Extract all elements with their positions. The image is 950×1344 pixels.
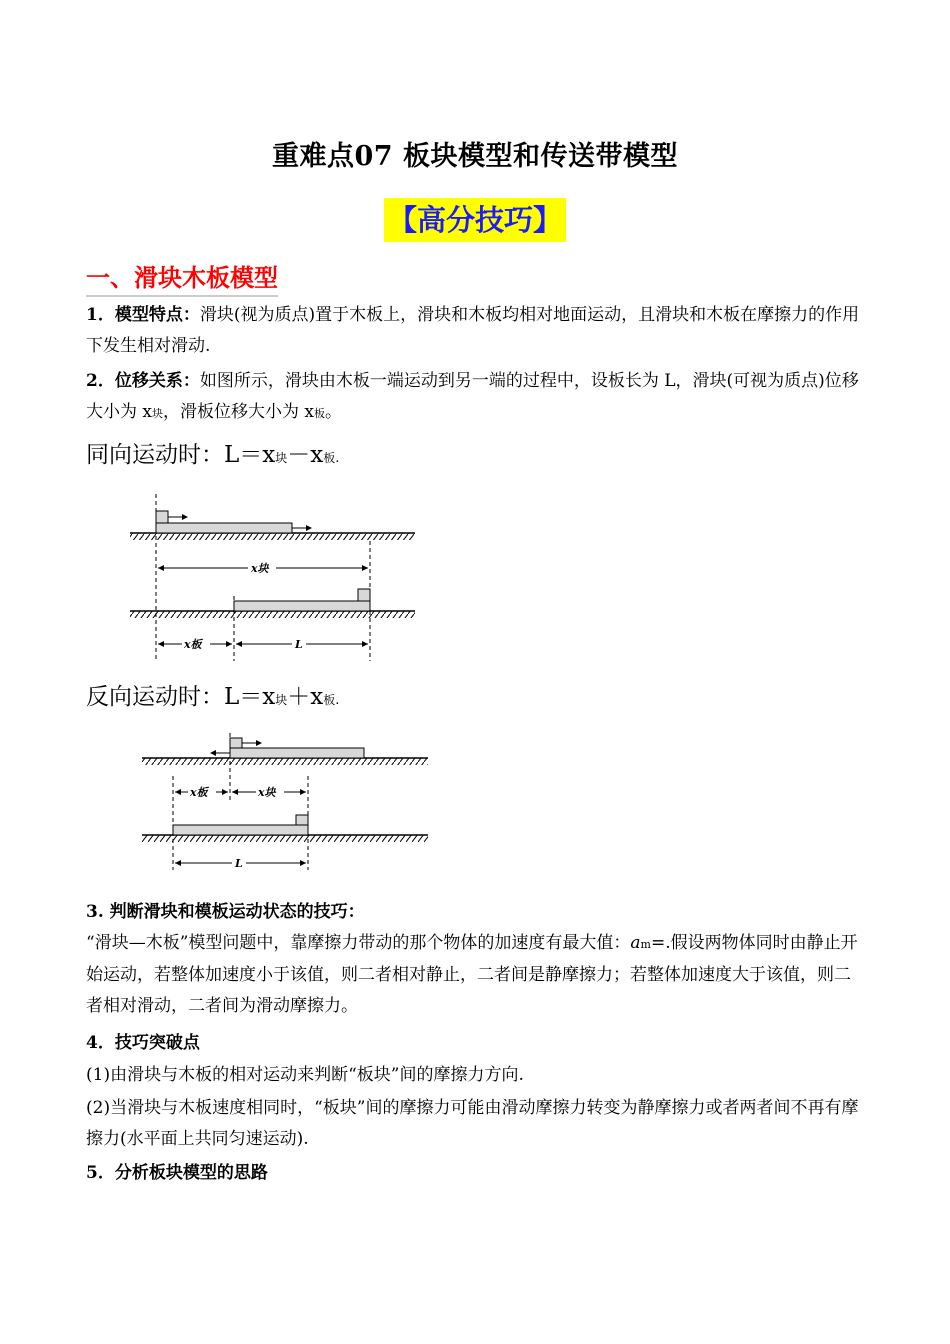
- paragraph-2: [86, 366, 866, 429]
- p3-text-a: “滑块—木板”模型问题中，靠摩擦力带动的那个物体的加速度有最大值：: [86, 933, 631, 953]
- label-L: L: [295, 638, 303, 651]
- dim-arrow: [362, 641, 368, 647]
- opp-pre: 反向运动时：L＝x: [86, 684, 276, 710]
- section-heading: 一、滑块木板模型: [86, 258, 278, 297]
- p1-label: 模型特点：: [114, 305, 200, 325]
- same-end: .: [335, 451, 340, 466]
- p3-am-sub: m: [640, 938, 651, 951]
- label-x-block: x块: [251, 562, 269, 575]
- board-arrowhead: [306, 525, 312, 531]
- paragraph-1: [86, 300, 866, 362]
- page-title: 重难点07 板块模型和传送带模型: [272, 141, 678, 172]
- p2-text-3: 。: [325, 402, 342, 422]
- board-bottom: [234, 601, 370, 611]
- opp-end: .: [335, 693, 340, 708]
- paragraph-3: [86, 928, 866, 1022]
- figure-opposite-direction: [136, 730, 436, 875]
- p2-text-2: ，滑板位移大小为 x: [163, 402, 314, 422]
- same-mid: －x: [287, 442, 324, 468]
- same-sub-1: 块: [275, 451, 288, 465]
- dim-arrow: [158, 565, 164, 571]
- p2-sub-2: 板: [314, 407, 325, 420]
- dim-arrow: [222, 789, 228, 795]
- ground-hatch-bottom: [130, 611, 415, 618]
- paragraph-5-heading: [86, 1158, 866, 1189]
- p2-number: 2．: [86, 371, 115, 391]
- p3-text-b: =.假设两物体同时由静止开始运动，若整体加速度小于该值，则二者相对静止，二者间是静摩擦力；若整体加速度大于该值，则二者相对滑动，二者间为滑动摩擦力。: [86, 933, 858, 1016]
- same-sub-2: 板: [323, 451, 336, 465]
- dim-arrow: [158, 641, 164, 647]
- block-arrowhead: [182, 514, 188, 520]
- block-bottom: [296, 815, 308, 825]
- block-arrowhead: [256, 740, 262, 746]
- label-L: L: [235, 857, 243, 870]
- badge-row: [0, 198, 950, 242]
- label-x-board: x板: [190, 786, 208, 799]
- same-direction-formula: [86, 436, 339, 469]
- dim-arrow: [175, 789, 181, 795]
- board-bottom: [173, 825, 308, 835]
- label-x-block: x块: [258, 786, 276, 799]
- highlight-badge: 【高分技巧】: [384, 198, 566, 242]
- opp-sub-2: 板: [323, 693, 336, 707]
- dim-arrow: [226, 641, 232, 647]
- paragraph-4-item-2: (2)当滑块与木板速度相同时，“板块”间的摩擦力可能由滑动摩擦力转变为静摩擦力或者两者间不再有摩擦力(水平面上共同匀速运动).: [86, 1098, 859, 1149]
- ground-hatch-bottom: [142, 835, 428, 842]
- same-pre: 同向运动时：L＝x: [86, 442, 276, 468]
- figure-same-direction: [120, 486, 420, 666]
- dim-arrow: [362, 565, 368, 571]
- block-bottom: [358, 589, 370, 601]
- dim-arrow: [175, 860, 181, 866]
- p5-heading: 5．分析板块模型的思路: [86, 1163, 268, 1183]
- p1-text: 滑块(视为质点)置于木板上，滑块和木板均相对地面运动，且滑块和木板在摩擦力的作用下发生相对滑动.: [86, 305, 860, 356]
- p2-label: 位移关系：: [114, 371, 200, 391]
- block-top: [230, 738, 242, 748]
- board-top: [156, 523, 292, 533]
- block-top: [156, 511, 168, 523]
- ground-hatch-top: [142, 758, 428, 765]
- label-x-board: x板: [184, 638, 202, 651]
- ground-hatch-top: [130, 533, 415, 540]
- p3-heading: 3. 判断滑块和模板运动状态的技巧：: [86, 902, 365, 922]
- opposite-direction-formula: [86, 678, 339, 711]
- opp-sub-1: 块: [275, 693, 288, 707]
- paragraph-3-heading: [86, 897, 866, 928]
- board-arrowhead: [210, 750, 216, 756]
- paragraph-4-item-1: (1)由滑块与木板的相对运动来判断“板块”间的摩擦力方向.: [86, 1065, 524, 1085]
- p1-number: 1．: [86, 305, 115, 325]
- p3-am: a: [630, 933, 641, 953]
- dim-arrow: [300, 789, 306, 795]
- p4-heading: 4．技巧突破点: [86, 1033, 200, 1053]
- board-top: [230, 748, 364, 758]
- dim-arrow: [232, 789, 238, 795]
- opp-mid: ＋x: [287, 684, 324, 710]
- dim-arrow: [236, 641, 242, 647]
- p2-text-1: 如图所示，滑块由木板一端运动到另一端的过程中，设板长为 L，滑块(可视为质点)位移大小为 x: [86, 371, 859, 422]
- p2-sub-1: 块: [152, 407, 163, 420]
- paragraph-4-heading: [86, 1028, 866, 1059]
- dim-arrow: [300, 860, 306, 866]
